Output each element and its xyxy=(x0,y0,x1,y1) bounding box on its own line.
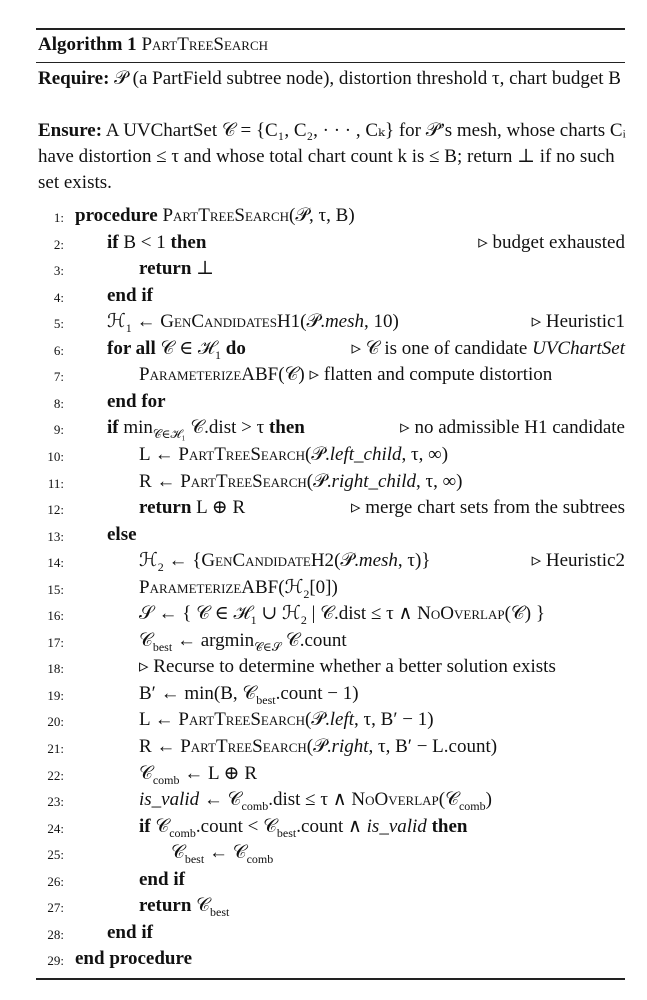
line-code: end if xyxy=(139,868,185,890)
algorithm-line xyxy=(0,442,625,468)
title-rule xyxy=(36,62,625,63)
line-number: 25: xyxy=(47,847,64,863)
line-number: 3: xyxy=(53,263,64,279)
algorithm-title xyxy=(38,32,268,58)
line-number: 23: xyxy=(47,794,64,810)
line-number: 11: xyxy=(47,475,64,491)
line-number: 14: xyxy=(47,555,64,571)
algorithm-line xyxy=(0,920,625,946)
require-block xyxy=(38,66,626,92)
algorithm-line xyxy=(0,495,625,521)
line-number: 2: xyxy=(53,236,64,252)
algorithm-line xyxy=(0,575,625,601)
line-number: 6: xyxy=(53,342,64,358)
line-number: 28: xyxy=(47,926,64,942)
line-code: if 𝒞$_{comb}$.count < 𝒞$_{best}$.count ∧ is_valid then xyxy=(139,815,468,840)
line-number: 22: xyxy=(47,767,64,783)
line-code: for all 𝒞 ∈ ℋ$_1$ do xyxy=(107,337,246,362)
line-code: end for xyxy=(107,390,166,412)
algorithm-line xyxy=(0,203,625,229)
line-code: R ← PartTreeSearch(𝒫.right, τ, B′ − L.count) xyxy=(139,736,498,757)
line-number: 21: xyxy=(47,741,64,756)
line-number: 26: xyxy=(47,873,64,889)
line-number: 8: xyxy=(53,395,64,411)
line-code: end if xyxy=(107,284,153,306)
line-code: procedure PartTreeSearch(𝒫, τ, B) xyxy=(75,205,355,226)
line-number: 15: xyxy=(47,581,64,597)
line-number: 29: xyxy=(47,953,64,969)
algorithm-line xyxy=(0,946,625,972)
line-number: 1: xyxy=(53,210,64,225)
line-comment: ▹ Heuristic1 xyxy=(531,311,625,333)
algorithm-line xyxy=(0,681,625,707)
algorithm-line xyxy=(0,256,625,282)
require-text: 𝒫 (a PartField subtree node), distortion threshold τ, chart budget B xyxy=(114,68,621,89)
line-number: 12: xyxy=(47,502,64,518)
line-number: 4: xyxy=(53,289,64,305)
algorithm-line xyxy=(0,707,625,733)
line-comment: ▹ 𝒞 is one of candidate UVChartSet xyxy=(351,337,625,359)
bottom-rule xyxy=(36,978,625,980)
algorithm-label: Algorithm 1 xyxy=(38,34,137,55)
algorithm-line xyxy=(0,336,625,362)
line-code: 𝒞$_{best}$ ← argmin$_{𝒞\in 𝒮}$ 𝒞.count xyxy=(139,629,347,654)
algorithm-name: PartTreeSearch xyxy=(141,34,269,55)
algorithm-line xyxy=(0,814,625,840)
algorithm-line xyxy=(0,787,625,813)
line-number: 19: xyxy=(47,687,64,703)
top-rule xyxy=(36,28,625,30)
line-number: 16: xyxy=(47,608,64,624)
algorithm-line xyxy=(0,840,625,866)
line-number: 7: xyxy=(53,369,64,385)
line-code: return 𝒞$_{best}$ xyxy=(139,895,230,920)
ensure-text: A UVChartSet 𝒞 = {C₁, C₂, · · · , Cₖ} for 𝒫’s mesh, whose charts Cᵢ have distortion ≤ τ and whose total chart count k is ≤ B; return ⊥ if no such set exists. xyxy=(38,120,626,193)
line-code: ParameterizeABF(𝒞) ▹ flatten and compute distortion xyxy=(139,364,553,386)
line-code: if $\min_{𝒞\in ℋ_1}$ 𝒞.dist > τ then xyxy=(107,417,305,442)
line-number: 20: xyxy=(47,714,64,730)
algorithm-line xyxy=(0,734,625,760)
line-code: end if xyxy=(107,921,153,943)
line-code: return L ⊕ R xyxy=(139,497,246,519)
line-number: 5: xyxy=(53,316,64,332)
ensure-keyword: Ensure: xyxy=(38,120,103,141)
line-comment: ▹ budget exhausted xyxy=(478,231,625,253)
line-code: end procedure xyxy=(75,948,192,970)
line-number: 10: xyxy=(47,448,64,464)
algorithm-line xyxy=(0,362,625,388)
line-code: else xyxy=(107,523,137,545)
line-number: 17: xyxy=(47,634,64,650)
line-code: L ← PartTreeSearch(𝒫.left_child, τ, ∞) xyxy=(139,443,449,465)
line-code: ℋ$_1$ ← GenCandidatesH1(𝒫.mesh, 10) xyxy=(107,311,399,335)
line-number: 27: xyxy=(47,900,64,916)
algorithm-line xyxy=(0,389,625,415)
algorithm-line xyxy=(0,628,625,654)
line-comment: ▹ no admissible H1 candidate xyxy=(400,417,625,439)
line-code: ▹ Recurse to determine whether a better solution exists xyxy=(139,656,556,678)
line-code: return ⊥ xyxy=(139,258,215,280)
algorithm-line xyxy=(0,867,625,893)
algorithm-line xyxy=(0,415,625,441)
line-code: if B < 1 then xyxy=(107,231,207,253)
algorithm-line xyxy=(0,601,625,627)
line-code: ParameterizeABF(ℋ$_2$[0]) xyxy=(139,576,338,601)
line-code: R ← PartTreeSearch(𝒫.right_child, τ, ∞) xyxy=(139,470,463,492)
line-number: 18: xyxy=(47,661,64,677)
algorithm-line xyxy=(0,230,625,256)
algorithm-line xyxy=(0,309,625,335)
line-comment: ▹ Heuristic2 xyxy=(531,550,625,572)
line-comment: ▹ merge chart sets from the subtrees xyxy=(350,497,625,519)
ensure-block xyxy=(38,118,626,196)
line-code: B′ ← min(B, 𝒞$_{best}$.count − 1) xyxy=(139,682,359,707)
line-code: ℋ$_2$ ← {GenCandidateH2(𝒫.mesh, τ)} xyxy=(139,550,431,574)
line-code: is_valid ← 𝒞$_{comb}$.dist ≤ τ ∧ NoOverlap(𝒞$_{comb}$) xyxy=(139,789,492,813)
require-keyword: Require: xyxy=(38,68,110,89)
line-number: 9: xyxy=(53,422,64,438)
algorithm-line xyxy=(0,893,625,919)
line-number: 13: xyxy=(47,528,64,544)
algorithm-line xyxy=(0,761,625,787)
line-code: L ← PartTreeSearch(𝒫.left, τ, B′ − 1) xyxy=(139,709,434,731)
algorithm-line xyxy=(0,283,625,309)
line-code: 𝒞$_{best}$ ← 𝒞$_{comb}$ xyxy=(171,842,274,866)
algorithm-line xyxy=(0,654,625,680)
algorithm-line xyxy=(0,548,625,574)
algorithm-line xyxy=(0,469,625,495)
line-code: 𝒞$_{comb}$ ← L ⊕ R xyxy=(139,762,258,787)
line-number: 24: xyxy=(47,820,64,836)
algorithm-line xyxy=(0,522,625,548)
line-code: 𝒮 ← { 𝒞 ∈ ℋ$_1$ ∪ ℋ$_2$ | 𝒞.dist ≤ τ ∧ NoOverlap(𝒞) } xyxy=(139,603,545,628)
